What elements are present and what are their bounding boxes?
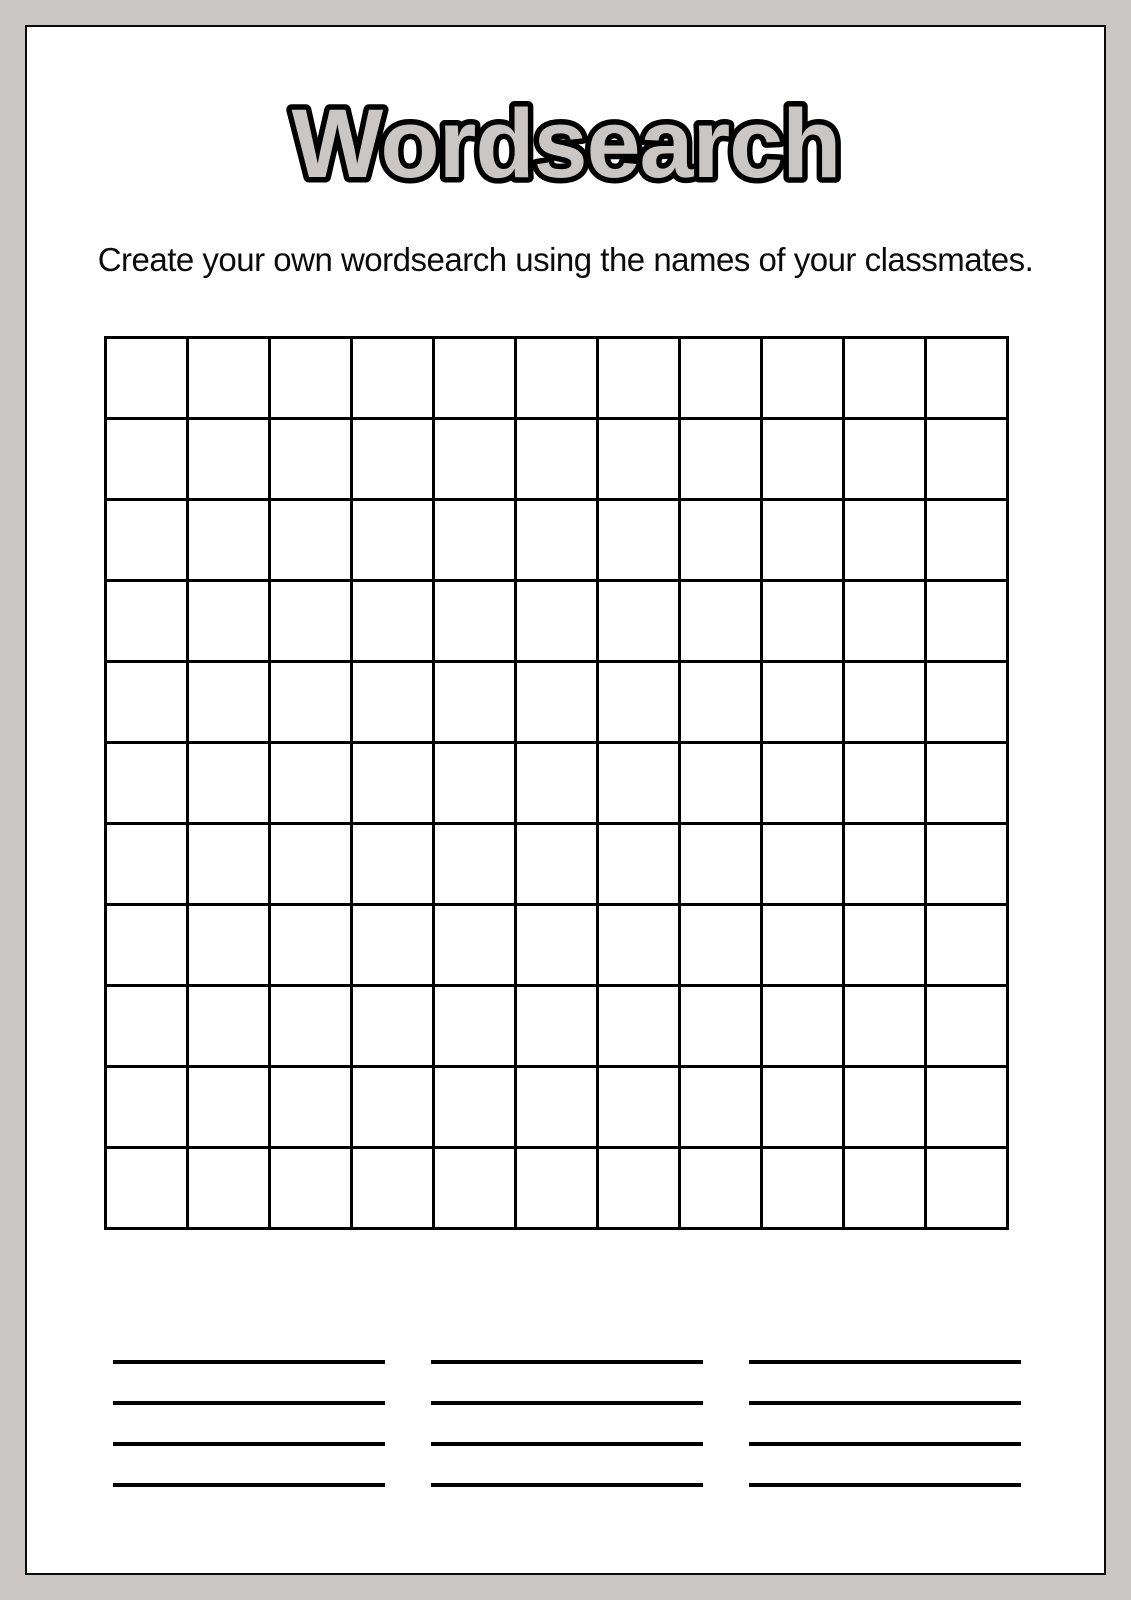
grid-cell[interactable]: [681, 744, 760, 822]
grid-cell[interactable]: [681, 1149, 760, 1227]
grid-cell[interactable]: [271, 582, 350, 660]
grid-cell[interactable]: [681, 663, 760, 741]
grid-cell[interactable]: [517, 339, 596, 417]
grid-cell[interactable]: [189, 663, 268, 741]
grid-cell[interactable]: [845, 663, 924, 741]
grid-cell[interactable]: [845, 1068, 924, 1146]
grid-cell[interactable]: [927, 1068, 1006, 1146]
grid-cell[interactable]: [599, 906, 678, 984]
answer-line[interactable]: [749, 1483, 1021, 1487]
grid-cell[interactable]: [763, 744, 842, 822]
page-title: Wordsearch: [291, 89, 840, 198]
grid-cell[interactable]: [927, 906, 1006, 984]
grid-cell[interactable]: [435, 1068, 514, 1146]
grid-cell[interactable]: [599, 339, 678, 417]
grid-cell[interactable]: [517, 825, 596, 903]
grid-cell[interactable]: [517, 987, 596, 1065]
grid-cell[interactable]: [763, 906, 842, 984]
grid-cell[interactable]: [353, 1068, 432, 1146]
grid-cell[interactable]: [845, 582, 924, 660]
grid-cell[interactable]: [517, 1068, 596, 1146]
grid-cell[interactable]: [681, 339, 760, 417]
grid-cell[interactable]: [763, 582, 842, 660]
grid-cell[interactable]: [845, 744, 924, 822]
wordsearch-grid: [104, 336, 1009, 1230]
grid-cell[interactable]: [353, 906, 432, 984]
grid-cell[interactable]: [107, 744, 186, 822]
grid-cell[interactable]: [107, 906, 186, 984]
grid-cell[interactable]: [189, 825, 268, 903]
grid-cell[interactable]: [189, 420, 268, 498]
answer-line-column: [113, 1360, 385, 1487]
grid-cell[interactable]: [435, 987, 514, 1065]
answer-line[interactable]: [431, 1483, 703, 1487]
answer-line[interactable]: [749, 1360, 1021, 1364]
grid-cell[interactable]: [599, 744, 678, 822]
answer-line[interactable]: [431, 1442, 703, 1446]
grid-cell[interactable]: [189, 501, 268, 579]
grid-cell[interactable]: [927, 744, 1006, 822]
grid-cell[interactable]: [353, 987, 432, 1065]
grid-cell[interactable]: [189, 987, 268, 1065]
grid-cell[interactable]: [271, 1149, 350, 1227]
grid-cell[interactable]: [107, 420, 186, 498]
grid-cell[interactable]: [435, 420, 514, 498]
answer-line[interactable]: [113, 1360, 385, 1364]
grid-cell[interactable]: [845, 339, 924, 417]
grid-cell[interactable]: [763, 1068, 842, 1146]
grid-cell[interactable]: [517, 663, 596, 741]
grid-cell[interactable]: [189, 1068, 268, 1146]
grid-cell[interactable]: [353, 663, 432, 741]
grid-cell[interactable]: [107, 339, 186, 417]
grid-cell[interactable]: [681, 501, 760, 579]
title-wordart: [216, 87, 916, 202]
grid-cell[interactable]: [189, 906, 268, 984]
grid-cell[interactable]: [845, 1149, 924, 1227]
grid-cell[interactable]: [517, 906, 596, 984]
grid-cell[interactable]: [353, 825, 432, 903]
grid-cell[interactable]: [927, 1149, 1006, 1227]
grid-cell[interactable]: [435, 663, 514, 741]
grid-cell[interactable]: [681, 582, 760, 660]
grid-cell[interactable]: [517, 582, 596, 660]
grid-cell[interactable]: [681, 906, 760, 984]
answer-line[interactable]: [113, 1401, 385, 1405]
grid-cell[interactable]: [107, 1149, 186, 1227]
answer-line[interactable]: [749, 1401, 1021, 1405]
grid-cell[interactable]: [599, 663, 678, 741]
grid-cell[interactable]: [107, 987, 186, 1065]
grid-cell[interactable]: [927, 420, 1006, 498]
grid-cell[interactable]: [435, 906, 514, 984]
grid-cell[interactable]: [435, 582, 514, 660]
grid-cell[interactable]: [681, 420, 760, 498]
grid-cell[interactable]: [271, 501, 350, 579]
grid-cell[interactable]: [271, 906, 350, 984]
grid-cell[interactable]: [927, 987, 1006, 1065]
grid-cell[interactable]: [845, 501, 924, 579]
grid-cell[interactable]: [599, 420, 678, 498]
grid-cell[interactable]: [189, 744, 268, 822]
answer-lines: [113, 1360, 1104, 1487]
grid-cell[interactable]: [517, 420, 596, 498]
grid-cell[interactable]: [435, 339, 514, 417]
grid-cell[interactable]: [189, 582, 268, 660]
answer-line[interactable]: [431, 1360, 703, 1364]
grid-cell[interactable]: [107, 663, 186, 741]
grid-cell[interactable]: [763, 339, 842, 417]
grid-cell[interactable]: [763, 663, 842, 741]
grid-cell[interactable]: [763, 987, 842, 1065]
grid-cell[interactable]: [271, 420, 350, 498]
grid-cell[interactable]: [763, 501, 842, 579]
grid-cell[interactable]: [271, 1068, 350, 1146]
grid-cell[interactable]: [189, 339, 268, 417]
grid-cell[interactable]: [845, 906, 924, 984]
grid-cell[interactable]: [845, 825, 924, 903]
grid-cell[interactable]: [435, 744, 514, 822]
grid-cell[interactable]: [271, 339, 350, 417]
grid-cell[interactable]: [599, 987, 678, 1065]
grid-cell[interactable]: [517, 744, 596, 822]
grid-cell[interactable]: [927, 663, 1006, 741]
grid-cell[interactable]: [599, 501, 678, 579]
answer-line[interactable]: [749, 1442, 1021, 1446]
grid-cell[interactable]: [435, 825, 514, 903]
grid-cell[interactable]: [763, 420, 842, 498]
grid-cell[interactable]: [271, 987, 350, 1065]
grid-cell[interactable]: [353, 1149, 432, 1227]
grid-cell[interactable]: [107, 582, 186, 660]
instruction-text: Create your own wordsearch using the names of your classmates.: [97, 241, 1034, 278]
grid-cell[interactable]: [107, 501, 186, 579]
answer-line-column: [431, 1360, 703, 1487]
grid-cell[interactable]: [927, 582, 1006, 660]
grid-cell[interactable]: [271, 825, 350, 903]
grid-cell[interactable]: [681, 987, 760, 1065]
grid-cell[interactable]: [763, 1149, 842, 1227]
grid-cell[interactable]: [435, 501, 514, 579]
grid-cell[interactable]: [107, 1068, 186, 1146]
grid-cell[interactable]: [435, 1149, 514, 1227]
grid-cell[interactable]: [353, 339, 432, 417]
grid-cell[interactable]: [763, 825, 842, 903]
grid-cell[interactable]: [107, 825, 186, 903]
answer-line-column: [749, 1360, 1021, 1487]
grid-cell[interactable]: [927, 825, 1006, 903]
grid-cell[interactable]: [271, 744, 350, 822]
grid-cell[interactable]: [599, 825, 678, 903]
grid-cell[interactable]: [845, 420, 924, 498]
worksheet-page: [25, 25, 1106, 1575]
grid-cell[interactable]: [517, 501, 596, 579]
answer-line[interactable]: [431, 1401, 703, 1405]
grid-cell[interactable]: [353, 582, 432, 660]
grid-cell[interactable]: [517, 1149, 596, 1227]
grid-cell[interactable]: [681, 1068, 760, 1146]
grid-cell[interactable]: [599, 582, 678, 660]
grid-cell[interactable]: [681, 825, 760, 903]
answer-line[interactable]: [113, 1442, 385, 1446]
grid-cell[interactable]: [927, 501, 1006, 579]
grid-cell[interactable]: [599, 1149, 678, 1227]
grid-cell[interactable]: [271, 663, 350, 741]
grid-cell[interactable]: [599, 1068, 678, 1146]
grid-cell[interactable]: [189, 1149, 268, 1227]
answer-line[interactable]: [113, 1483, 385, 1487]
grid-cell[interactable]: [353, 744, 432, 822]
grid-cell[interactable]: [845, 987, 924, 1065]
grid-cell[interactable]: [353, 501, 432, 579]
grid-cell[interactable]: [353, 420, 432, 498]
grid-cell[interactable]: [927, 339, 1006, 417]
